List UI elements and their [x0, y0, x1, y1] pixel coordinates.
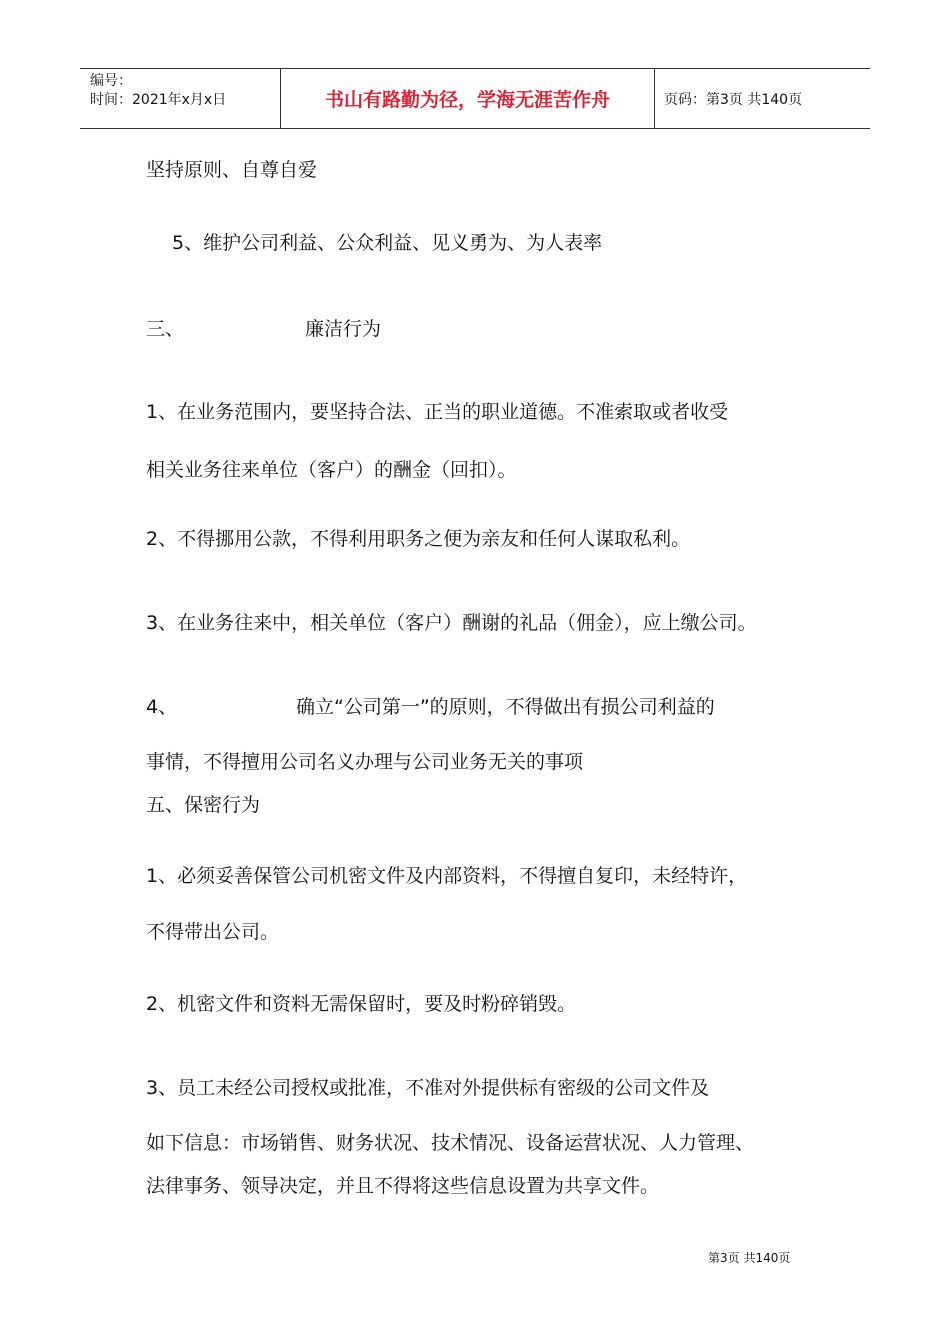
text-line: 如下信息：市场销售、财务状况、技术情况、设备运营状况、人力管理、	[146, 1132, 755, 1154]
text-line: 法律事务、领导决定，并且不得将这些信息设置为共享文件。	[146, 1175, 660, 1197]
page-header	[80, 68, 870, 129]
document-time-label: 时间：2021年x月x日	[90, 92, 227, 108]
header-meta-cell	[80, 69, 281, 128]
document-number-label: 编号：	[90, 73, 132, 89]
header-motto: 书山有路勤为径，学海无涯苦作舟	[281, 69, 655, 128]
section-number: 三、	[146, 318, 185, 340]
text-line: 3、在业务往来中，相关单位（客户）酬谢的礼品（佣金），应上缴公司。	[146, 612, 757, 634]
text-line: 2、不得挪用公款，不得利用职务之便为亲友和任何人谋取私利。	[146, 528, 691, 550]
text-line: 坚持原则、自尊自爱	[146, 159, 318, 181]
text-line: 5、维护公司利益、公众利益、见义勇为、为人表率	[172, 232, 603, 254]
item-number: 4、	[146, 696, 178, 718]
text-line: 3、员工未经公司授权或批准，不准对外提供标有密级的公司文件及	[146, 1077, 710, 1099]
header-page-info: 页码：第3页 共140页	[664, 91, 803, 108]
text-line: 不得带出公司。	[146, 921, 280, 943]
section-heading: 五、保密行为	[146, 794, 261, 816]
text-line: 1、必须妥善保管公司机密文件及内部资料，不得擅自复印，未经特许，	[146, 865, 748, 887]
text-line: 确立“公司第一”的原则，不得做出有损公司利益的	[296, 696, 715, 718]
text-line: 事情，不得擅用公司名义办理与公司业务无关的事项	[146, 751, 584, 773]
section-heading: 廉洁行为	[305, 318, 382, 340]
text-line: 1、在业务范围内，要坚持合法、正当的职业道德。不准索取或者收受	[146, 401, 729, 423]
page-footer: 第3页 共140页	[708, 1251, 791, 1265]
text-line: 相关业务往来单位（客户）的酬金（回扣）。	[146, 459, 517, 481]
text-line: 2、机密文件和资料无需保留时，要及时粉碎销毁。	[146, 993, 577, 1015]
